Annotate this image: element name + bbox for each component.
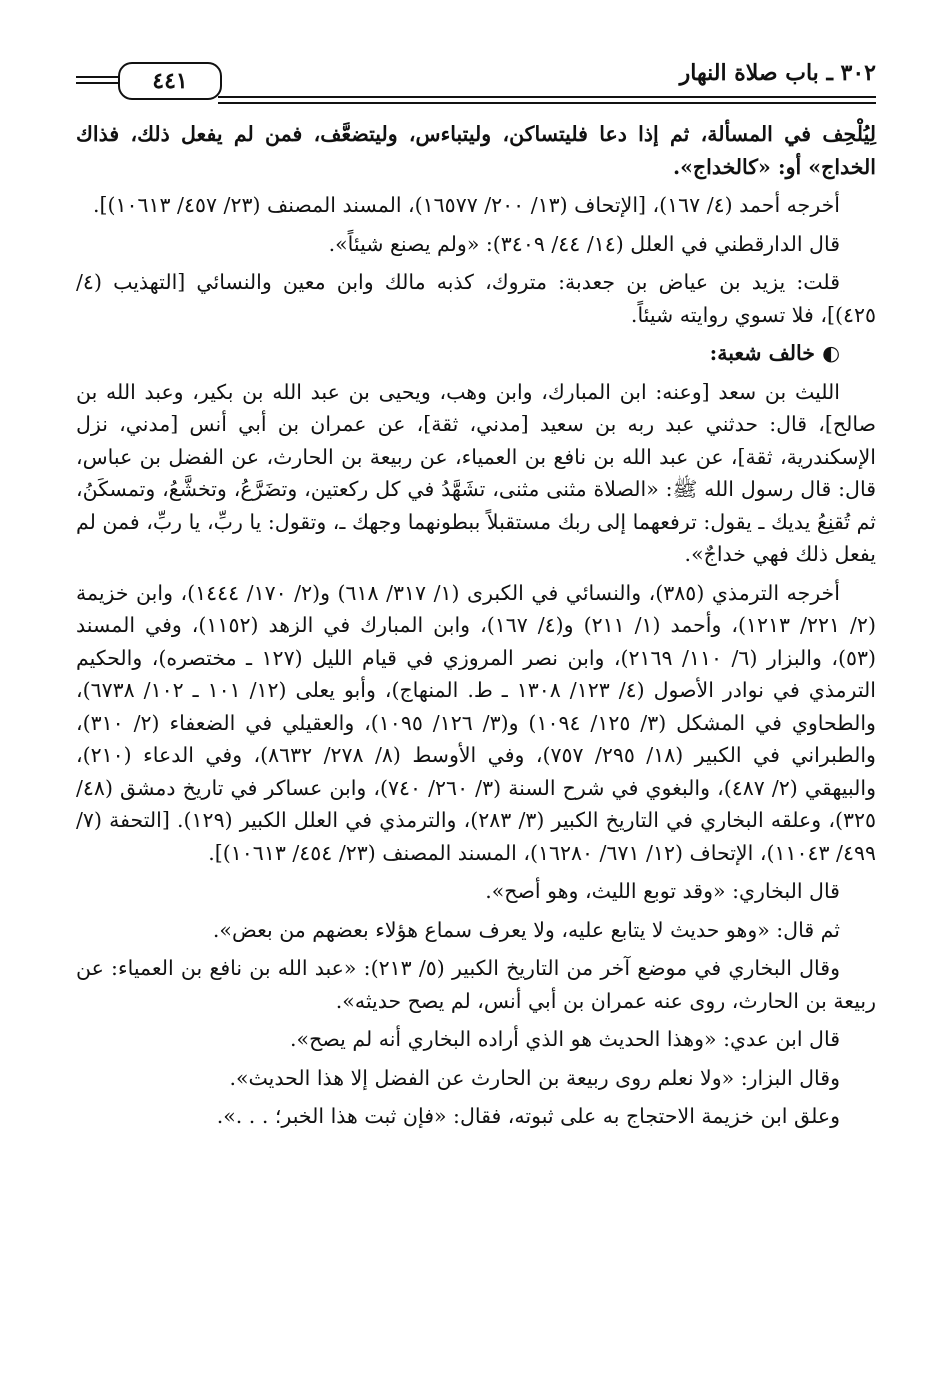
- page-header: [76, 56, 876, 100]
- header-rule: [76, 76, 118, 78]
- quote-paragraph: ثم قال: «وهو حديث لا يتابع عليه، ولا يعرف سماع هؤلاء بعضهم من بعض».: [212, 917, 840, 942]
- header-rule: [218, 96, 876, 98]
- quote-paragraph: وقال البزار: «ولا نعلم روى ربيعة بن الحارث عن الفضل إلا هذا الحديث».: [229, 1065, 840, 1090]
- running-title: ٣٠٢ ـ باب صلاة النهار: [679, 60, 876, 86]
- takhrij-paragraph: أخرجه أحمد (٤/ ١٦٧)، [الإتحاف (١٣/ ٢٠٠/ ١٦٥٧٧)، المسند المصنف (٢٣/ ٤٥٧/ ١٠٦١٣)].: [92, 193, 840, 217]
- quote-paragraph: وعلق ابن خزيمة الاحتجاج به على ثبوته، فقال: «فإن ثبت هذا الخبر؛ . . .».: [216, 1104, 840, 1128]
- quote-paragraph: قال ابن عدي: «وهذا الحديث هو الذي أراده البخاري أنه لم يصح».: [290, 1027, 840, 1051]
- page-body: [76, 118, 876, 1139]
- quote-paragraph: وقال البخاري في موضع آخر من التاريخ الكبير (٥/ ٢١٣): «عبد الله بن نافع بن العمياء: عن ربيعة بن الحارث، روى عنه عمران بن أبي أنس، لم يصح حديثه».: [76, 956, 876, 1013]
- isnad-paragraph: الليث بن سعد [وعنه: ابن المبارك، وابن وهب، ويحيى بن عبد الله بن بكير، وعبد الله بن صالح]، قال: حدثني عبد ربه بن سعيد [مدني، ثقة]، عن عمران بن أبي أنس [مدني، نزل الإسكندرية، ثقة]، عن عبد الله بن نافع بن العمياء، عن ربيعة بن الحارث، عن الفضل بن عباس، قال: قال رسول الله ﷺ: «الصلاة مثنى مثنى، تشَهَّدُ في كل ركعتين، وتضَرَّعُ، وتخشَّعُ، وتمسكَنُ، ثم تُقنِعُ يديك ـ يقول: ترفعهما إلى ربك مستقبلاً ببطونهما وجهك ـ، وتقول: يا ربِّ، يا ربِّ، فمن لم يفعل ذلك فهي خداجٌ».: [76, 379, 876, 566]
- page-number: ٤٤١: [118, 62, 222, 100]
- header-rule: [218, 102, 876, 104]
- comment-paragraph: قلت: يزيد بن عياض بن جعدبة: متروك، كذبه مالك وابن معين والنسائي [التهذيب (٤/ ٤٢٥)]، فلا تسوي روايته شيئاً.: [76, 270, 876, 327]
- takhrij-paragraph: أخرجه الترمذي (٣٨٥)، والنسائي في الكبرى (١/ ٣١٧/ ٦١٨) و(٢/ ١٧٠/ ١٤٤٤)، وابن خزيمة (٢/ ٢٢١/ ١٢١٣)، وأحمد (١/ ٢١١) و(٤/ ١٦٧)، وابن المبارك في الزهد (١١٥٢)، وفي المسند (٥٣)، والبزار (٦/ ١١٠/ ٢١٦٩)، وابن نصر المروزي في قيام الليل (١٢٧ ـ مختصره)، والحكيم الترمذي في نوادر الأصول (٤/ ١٢٣/ ١٣٠٨ ـ ط. المنهاج)، وأبو يعلى (١٢/ ١٠١ ـ ١٠٢/ ٦٧٣٨)، والطحاوي في المشكل (٣/ ١٢٥/ ١٠٩٤) و(٣/ ١٢٦/ ١٠٩٥)، والعقيلي في الضعفاء (٢/ ٣١٠)، والطبراني في الكبير (١٨/ ٢٩٥/ ٧٥٧)، وفي الأوسط (٨/ ٢٧٨/ ٨٦٣٢)، وفي الدعاء (٢١٠)، والبيهقي (٢/ ٤٨٧)، والبغوي في شرح السنة (٣/ ٢٦٠/ ٧٤٠)، وابن عساكر في تاريخ دمشق (٤٨/ ٣٢٥)، وعلقه البخاري في التاريخ الكبير (٣/ ٢٨٣)، والترمذي في العلل الكبير (١٢٩). [التحفة (٧/ ٤٩٩/ ١١٠٤٣)، الإتحاف (١٢/ ٦٧١/ ١٦٢٨٠)، المسند المصنف (٢٣/ ٤٥٤/ ١٠٦١٣)].: [76, 580, 876, 865]
- quote-paragraph: قال البخاري: «وقد توبع الليث، وهو أصح».: [485, 879, 840, 903]
- header-rule: [76, 82, 118, 84]
- hadith-text-continuation: لِيُلْحِف في المسألة، ثم إذا دعا فليتساكن، وليتباءس، وليتضعَّف، فمن لم يفعل ذلك، فذاك الخداج» أو: «كالخداج».: [76, 122, 876, 179]
- section-heading: ◐ خالف شعبة:: [709, 341, 840, 365]
- quote-paragraph: قال الدارقطني في العلل (١٤/ ٤٤/ ٣٤٠٩): «ولم يصنع شيئاً».: [328, 231, 840, 256]
